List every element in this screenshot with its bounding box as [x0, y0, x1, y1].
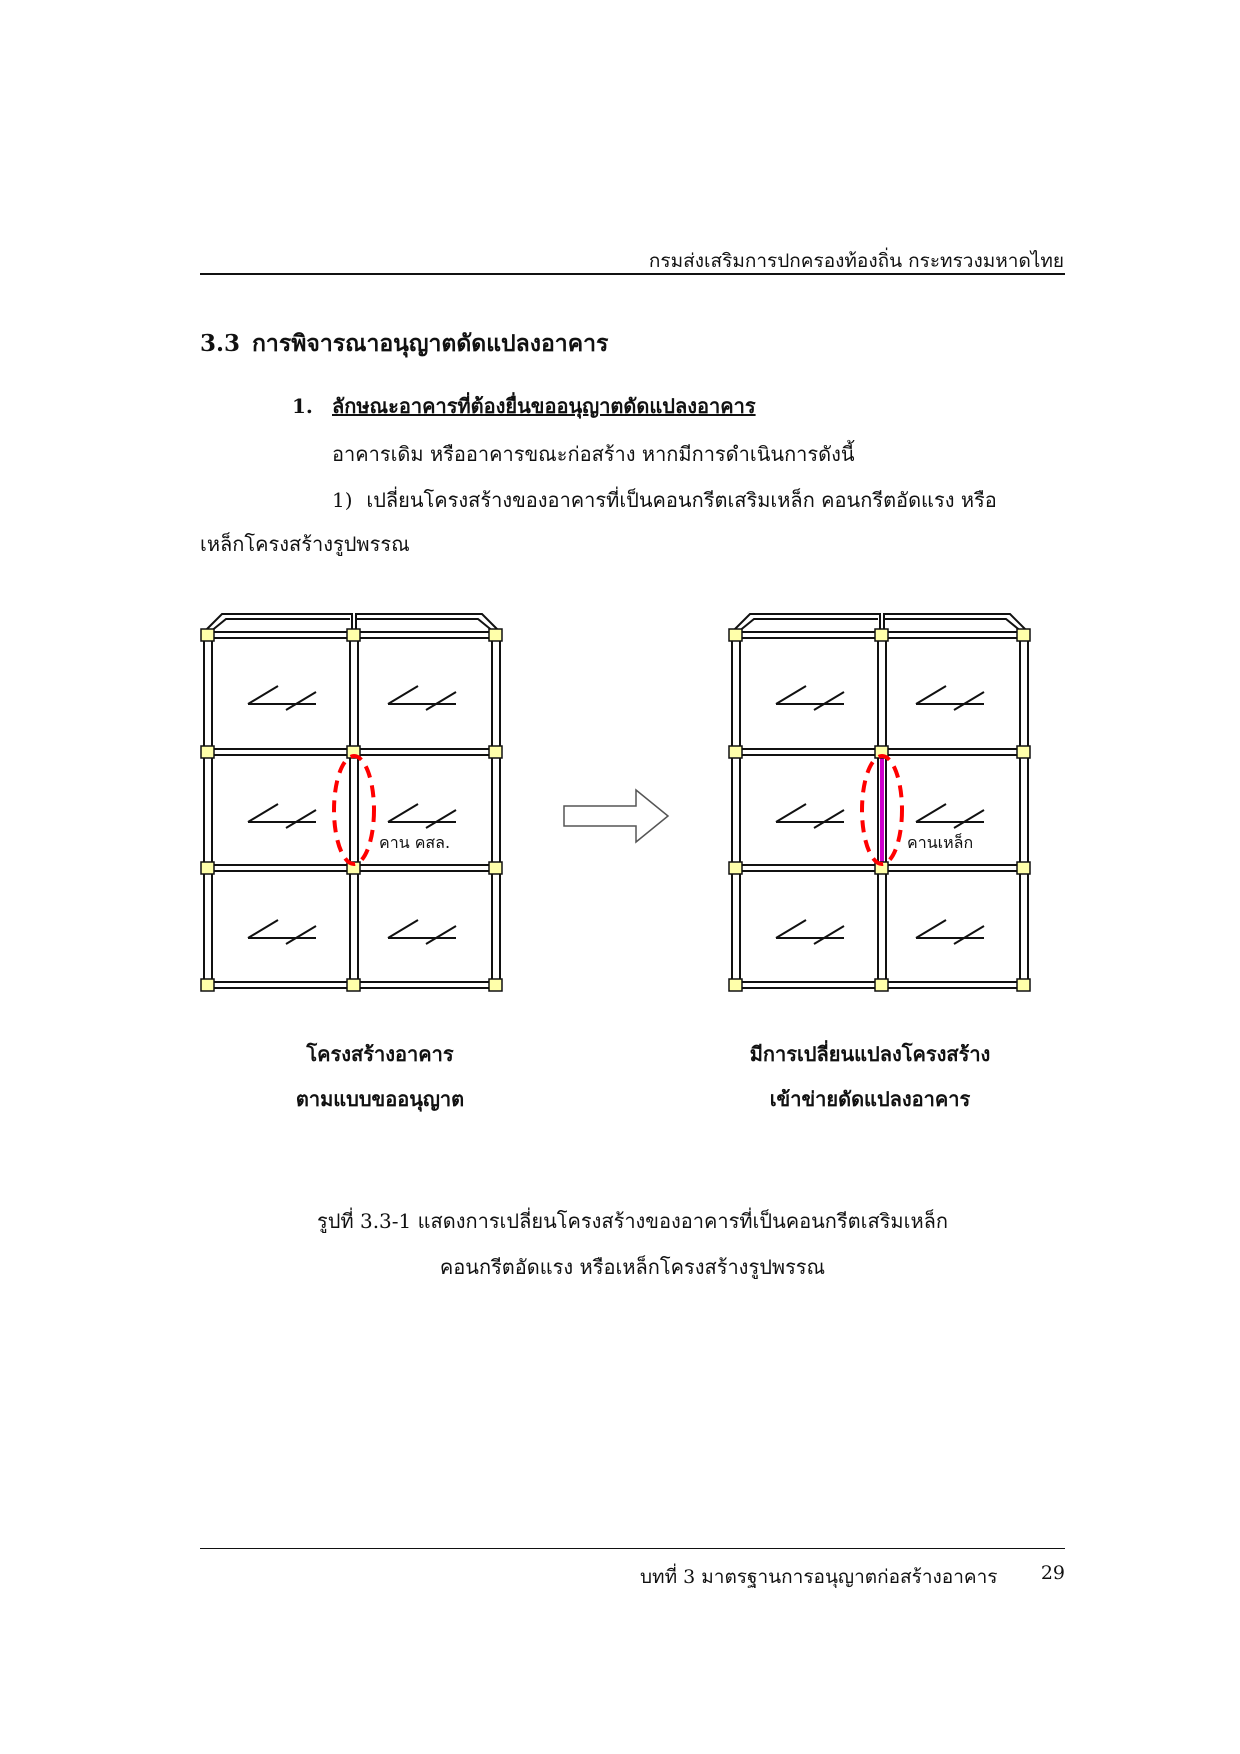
arrow-right-icon	[564, 790, 668, 842]
page-header: กรมส่งเสริมการปกครองท้องถิ่น กระทรวงมหาดไทย	[648, 250, 1064, 272]
section-number: 3.3	[200, 330, 241, 357]
steel-beam-label: คานเหล็ก	[907, 833, 974, 852]
left-caption-line1: โครงสร้างอาคาร	[306, 1042, 454, 1066]
section-title: การพิจารณาอนุญาตดัดแปลงอาคาร	[252, 330, 609, 357]
point1-line2: เหล็กโครงสร้างรูปพรรณ	[200, 532, 410, 556]
intro-paragraph: อาคารเดิม หรืออาคารขณะก่อสร้าง หากมีการดำเนินการดังนี้	[332, 442, 855, 466]
right-caption-line2: เข้าข่ายดัดแปลงอาคาร	[769, 1087, 971, 1111]
left-caption-line2: ตามแบบขออนุญาต	[295, 1087, 465, 1111]
page-number: 29	[1040, 1562, 1065, 1584]
original-frame	[201, 614, 502, 991]
footer-rule	[200, 1548, 1065, 1549]
modified-frame	[729, 614, 1030, 991]
steel-beam-highlight	[880, 756, 884, 864]
item-number: 1.	[292, 394, 313, 418]
item-title: ลักษณะอาคารที่ต้องยื่นขออนุญาตดัดแปลงอาคาร	[332, 394, 756, 418]
figure-caption-line2: คอนกรีตอัดแรง หรือเหล็กโครงสร้างรูปพรรณ	[439, 1255, 826, 1279]
point1-text: เปลี่ยนโครงสร้างของอาคารที่เป็นคอนกรีตเสริมเหล็ก คอนกรีตอัดแรง หรือ	[366, 488, 997, 512]
rc-beam-label: คาน คสล.	[379, 833, 451, 852]
page-footer: บทที่ 3 มาตรฐานการอนุญาตก่อสร้างอาคาร	[640, 1566, 998, 1588]
figure-caption-line1: รูปที่ 3.3-1 แสดงการเปลี่ยนโครงสร้างของอาคารที่เป็นคอนกรีตเสริมเหล็ก	[317, 1209, 948, 1233]
right-caption-line1: มีการเปลี่ยนแปลงโครงสร้าง	[749, 1042, 991, 1066]
point1-number: 1)	[332, 488, 353, 512]
